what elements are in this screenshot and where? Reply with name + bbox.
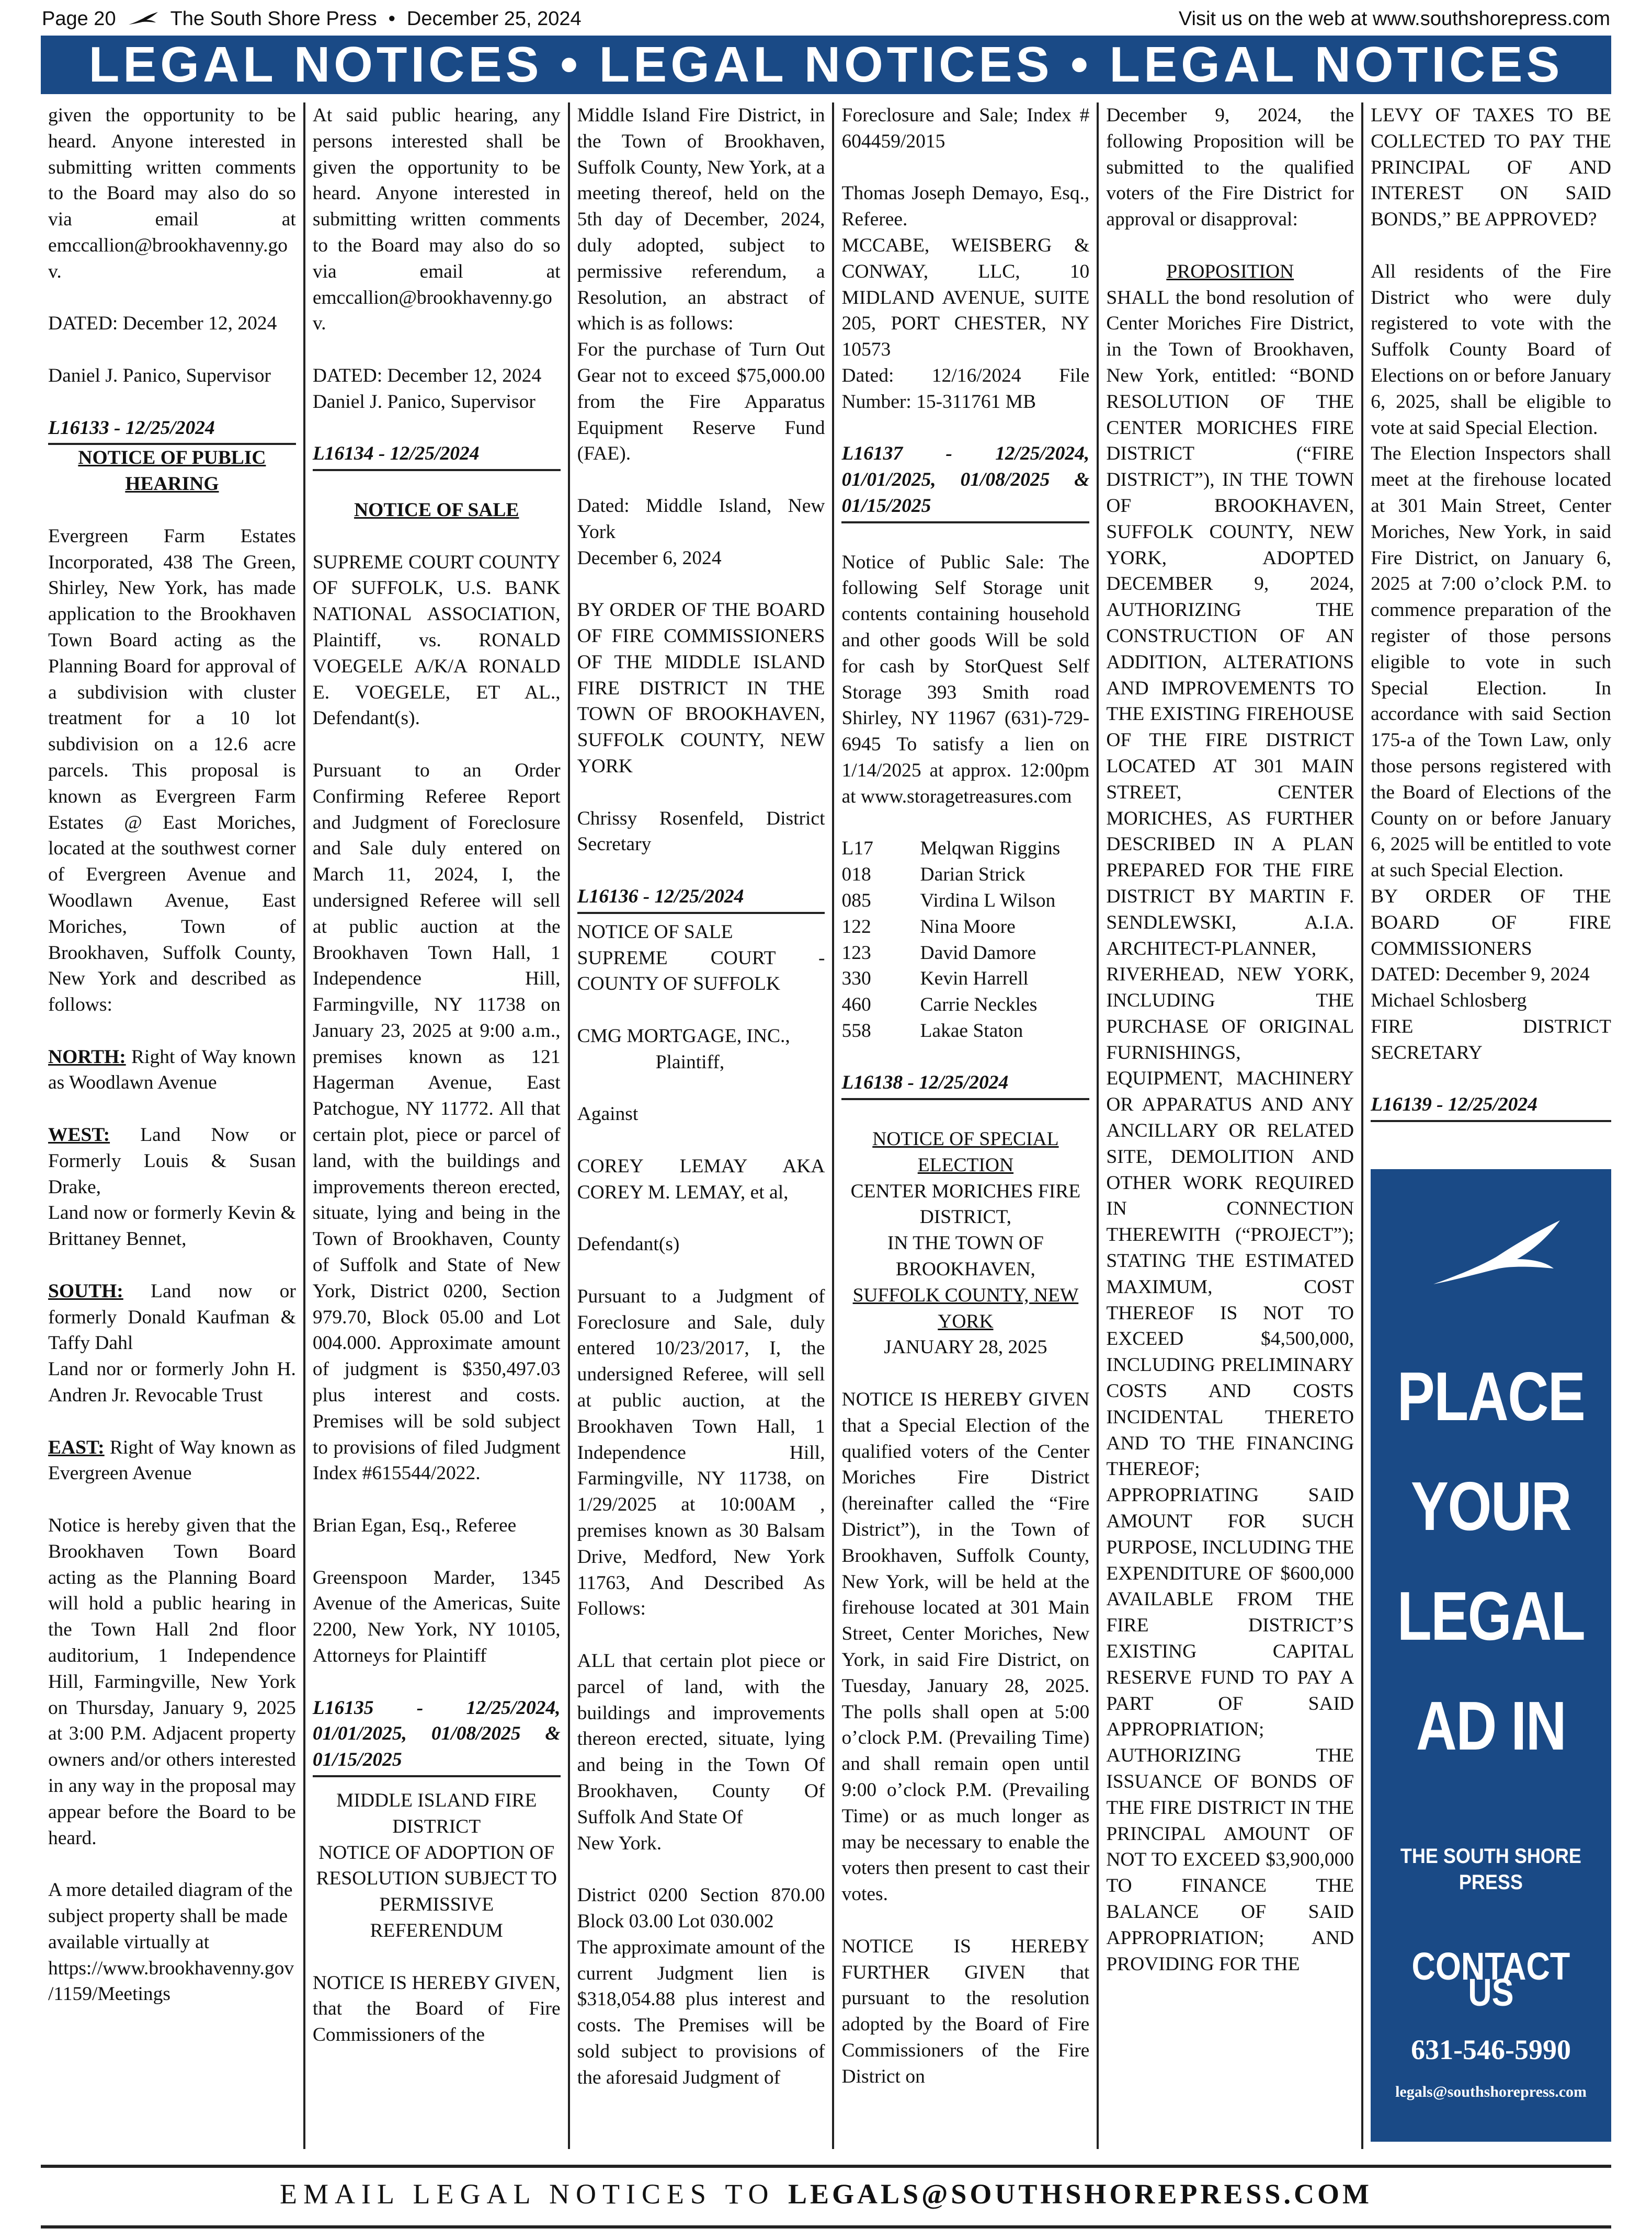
unit-owner: Lakae Staton xyxy=(920,1020,1023,1042)
notice-text: BY ORDER OF THE BOARD OF FIRE COMMISSIONERS OF THE MIDDLE ISLAND FIRE DISTRICT IN THE TOWN OF BROOKHAVEN, SUFFOLK COUNTY, NEW YORK xyxy=(577,599,825,777)
boundary-east xyxy=(48,1435,296,1487)
ad-line: YOUR xyxy=(1410,1468,1571,1545)
notice-text: Brian Egan, Esq., Referee xyxy=(312,1515,517,1537)
column-3 xyxy=(570,102,835,2149)
notice-title: MIDDLE ISLAND FIRE DISTRICT xyxy=(336,1790,537,1837)
notice-reference: L16137 - 12/25/2024, 01/01/2025, 01/08/2025 & 01/15/2025 xyxy=(841,441,1089,523)
unit-owner: Nina Moore xyxy=(920,916,1016,938)
unit-owner: Carrie Neckles xyxy=(920,994,1038,1016)
notice-reference: L16136 - 12/25/2024 xyxy=(577,884,825,914)
newspaper-name: The South Shore Press xyxy=(170,7,377,30)
column-5 xyxy=(1099,102,1363,2149)
boundary-west xyxy=(48,1122,296,1200)
boundary-text: Land now or formerly Donald Kaufman & Taffy Dahl xyxy=(48,1280,296,1354)
page-number: Page 20 xyxy=(42,7,116,30)
unit-number: L17 xyxy=(841,838,873,860)
boundary-north xyxy=(48,1044,296,1096)
footer-prefix: EMAIL LEGAL NOTICES TO xyxy=(280,2178,788,2210)
notice-text: ALL that certain plot piece or parcel of land, with the buildings and improvements thereon erected, situate, lying and being in the Town Of Brookhaven, County Of Suffolk And State Of xyxy=(577,1650,825,1828)
ad-line: PLACE xyxy=(1397,1358,1585,1435)
notice-text: SUPREME COURT COUNTY OF SUFFOLK, U.S. BANK NATIONAL ASSOCIATION, Plaintiff, vs. RONALD VOEGELE A/K/A RONALD E. VOEGELE, ET AL., Defendant(s). xyxy=(312,551,561,729)
notice-text: Plaintiff, xyxy=(655,1051,725,1073)
column-6-text xyxy=(1363,102,1611,1122)
notice-title: NOTICE OF SALE xyxy=(354,499,519,521)
notice-text: NOTICE IS HEREBY GIVEN that a Special Election of the qualified voters of the Center Moriches Fire District (hereinafter called the “Fire District”), in the Town of Brookhaven, Suffolk County, New York, will be held at the firehouse located at 301 Main Street, Center Moriches, New York, in said Fire District, on Tuesday, January 28, 2025. The polls shall open at 5:00 o’clock P.M. (Prevailing Time) and shall remain open until 9:00 o’clock P.M. (Prevailing Time) or as much longer as may be necessary to enable the voters then present to cast their votes. xyxy=(841,1389,1090,1905)
unit-number: 123 xyxy=(841,942,871,964)
notice-columns xyxy=(41,102,1611,2149)
notice-text: MCCABE, WEISBERG & CONWAY, LLC, 10 MIDLAND AVENUE, SUITE 205, PORT CHESTER, NY 10573 xyxy=(841,234,1090,361)
notice-text: Against xyxy=(577,1103,639,1125)
unit-owner: Melqwan Riggins xyxy=(920,838,1061,860)
column-1 xyxy=(41,102,305,2149)
notice-text: Notice of Public Sale: The following Self Storage unit contents containing household and other goods Will be sold for cash by StorQuest Self Storage 393 Smith road Shirley, NY 11967 (631)-729-6945 To satisfy a lien on 1/14/2025 at approx. 12:00pm at www.storagetreasures.com xyxy=(841,551,1090,807)
boundary-label: EAST: xyxy=(48,1436,105,1458)
notice-text: At said public hearing, any persons interested shall be given the opportunity to be heard. Anyone interested in submitting written comments to the Board may also do so via email at emccallion@brookhavenny.gov. xyxy=(312,105,561,335)
legal-notices-banner: LEGAL NOTICES • LEGAL NOTICES • LEGAL NOTICES xyxy=(41,36,1611,94)
boundary-label: NORTH: xyxy=(48,1046,126,1068)
list-item xyxy=(841,862,1089,888)
notice-text: Dated: 12/16/2024 File Number: 15-311761 MB xyxy=(841,364,1090,413)
notice-text: BY ORDER OF THE BOARD OF FIRE COMMISSIONERS xyxy=(1371,885,1611,959)
notice-text: The approximate amount of the current Judgment lien is $318,054.88 plus interest and costs. The Premises will be sold subject to provisions of the aforesaid Judgment of xyxy=(577,1936,825,2088)
footer-rule-top xyxy=(41,2165,1611,2168)
footer-rule-bottom xyxy=(41,2225,1611,2228)
boundary-label: WEST: xyxy=(48,1124,110,1146)
notice-text: given the opportunity to be heard. Anyone interested in submitting written comments to the Board may also do so via email at emccallion@brookhavenny.gov. xyxy=(48,105,296,282)
unit-owner: Kevin Harrell xyxy=(920,968,1029,990)
footer-email[interactable]: LEGALS@SOUTHSHOREPRESS.COM xyxy=(788,2178,1372,2210)
notice-reference: L16139 - 12/25/2024 xyxy=(1371,1092,1611,1122)
column-2 xyxy=(305,102,570,2149)
unit-number: 085 xyxy=(841,889,871,911)
notice-reference: L16138 - 12/25/2024 xyxy=(841,1070,1089,1100)
boundary-text: Land Now or Formerly Louis & Susan Drake, xyxy=(48,1124,296,1198)
notice-reference: L16134 - 12/25/2024 xyxy=(313,441,561,471)
unit-owner: Darian Strick xyxy=(920,864,1026,886)
unit-owner: Virdina L Wilson xyxy=(920,889,1056,911)
boundary-text: Right of Way known as Woodlawn Avenue xyxy=(48,1046,296,1094)
notice-title: NOTICE OF PUBLIC HEARING xyxy=(78,447,266,495)
unit-number: 122 xyxy=(841,916,871,938)
unit-number: 558 xyxy=(841,1020,871,1042)
proposition-title: PROPOSITION xyxy=(1166,260,1294,282)
unit-number: 330 xyxy=(841,968,871,990)
list-item xyxy=(841,888,1089,914)
notice-subtitle: NOTICE OF ADOPTION OF RESOLUTION SUBJECT TO PERMISSIVE REFERENDUM xyxy=(316,1842,557,1941)
notice-text: Pursuant to an Order Confirming Referee Report and Judgment of Foreclosure and Sale duly entered on March 11, 2024, I, the undersigned Referee will sell at public auction at the Brookhaven Town Hall, 1 Independence Hill, Farmingville, NY 11738 on January 23, 2025 at 9:00 a.m., premises known as 121 Hagerman Avenue, East Patchogue, NY 11772. All that certain plot, piece or parcel of land, with the buildings and improvements thereon erected, situate, lying and being in the Town of Brookhaven, County of Suffolk and State of New York, District 0200, Section 979.70, Block 05.00 and Lot 004.000. Approximate amount of judgment is $350,497.03 plus interest and costs. Premises will be sold subject to provisions of filed Judgment Index #615544/2022. xyxy=(312,759,561,1484)
notice-signer: Daniel J. Panico, Supervisor xyxy=(48,364,271,386)
notice-text: District 0200 Section 870.00 Block 03.00 Lot 030.002 xyxy=(577,1884,825,1932)
notice-subtitle: IN THE TOWN OF BROOKHAVEN, xyxy=(887,1232,1044,1281)
notice-subtitle: CENTER MORICHES FIRE DISTRICT, xyxy=(850,1180,1081,1228)
website-notice[interactable]: Visit us on the web at www.southshorepress.com xyxy=(1178,7,1610,30)
unit-number: 018 xyxy=(841,864,871,886)
notice-text: Evergreen Farm Estates Incorporated, 438 The Green, Shirley, New York, has made application to the Brookhaven Town Board acting as the Planning Board for approval of a subdivision with cluster treatment for a 10 lot subdivision on a 12.6 acre parcels. This proposal is known as Evergreen Farm Estates @ East Moriches, located at the southwest corner of Evergreen Avenue and Woodlawn Avenue, East Moriches, Town of Brookhaven, Suffolk County, New York and described as follows: xyxy=(48,525,296,1016)
boundary-text: Land now or formerly Kevin & Brittaney Bennet, xyxy=(48,1202,296,1250)
notice-title: NOTICE OF SALE xyxy=(577,921,733,943)
list-item xyxy=(841,966,1089,992)
notice-date: DATED: December 9, 2024 xyxy=(1371,964,1590,986)
list-item xyxy=(841,914,1089,940)
issue-date: December 25, 2024 xyxy=(406,7,582,30)
notice-text: All residents of the Fire District who were duly registered to vote with the Suffolk County Board of Elections on or before January 6, 2025, shall be eligible to vote at said Special Election. xyxy=(1371,260,1611,439)
ad-phone[interactable]: 631-546-5990 xyxy=(1411,2034,1571,2065)
notice-date: DATED: December 12, 2024 xyxy=(312,364,542,386)
ad-publication: THE SOUTH SHORE PRESS xyxy=(1400,1845,1582,1894)
notice-text: NOTICE IS HEREBY FURTHER GIVEN that pursuant to the resolution adopted by the Board of Fire Commissioners of the Fire District on xyxy=(841,1935,1090,2087)
boundary-text: Land nor or formerly John H. Andren Jr. Revocable Trust xyxy=(48,1358,296,1407)
notice-reference: L16135 - 12/25/2024, 01/01/2025, 01/08/2025 & 01/15/2025 xyxy=(313,1695,561,1777)
notice-signer: Daniel J. Panico, Supervisor xyxy=(312,391,536,413)
notice-subtitle: SUFFOLK COUNTY, NEW YORK xyxy=(852,1284,1079,1332)
ad-email[interactable]: legals@southshorepress.com xyxy=(1395,2083,1587,2100)
notice-date: December 6, 2024 xyxy=(577,547,722,569)
ad-line: LEGAL xyxy=(1397,1578,1585,1654)
storage-unit-list xyxy=(841,836,1089,1044)
list-item xyxy=(841,940,1089,966)
notice-signer: Michael Schlosberg xyxy=(1371,990,1527,1012)
header-left xyxy=(42,8,582,30)
list-item xyxy=(841,1018,1089,1044)
notice-text: New York. xyxy=(577,1832,662,1854)
notice-text: Notice is hereby given that the Brookhaven Town Board acting as the Planning Board will hold a public hearing in the Town Hall 2nd floor auditorium, 1 Independence Hill, Farmingville, New York on Thursday, January 9, 2025 at 3:00 P.M. Adjacent property owners and/or others interested in any way in the proposal may appear before the Board to be heard. xyxy=(48,1515,296,1849)
unit-number: 460 xyxy=(841,994,871,1016)
ad-line: AD IN xyxy=(1416,1687,1566,1764)
ad-headline xyxy=(1371,1342,1611,1781)
notice-title: NOTICE OF SPECIAL ELECTION xyxy=(872,1128,1059,1176)
column-4 xyxy=(834,102,1099,2149)
unit-owner: David Damore xyxy=(920,942,1036,964)
notice-text: Greenspoon Marder, 1345 Avenue of the Americas, Suite 2200, New York, NY 10105, Attorneys for Plaintiff xyxy=(312,1567,561,1667)
ad-contact-heading: CONTACT US xyxy=(1411,1945,1570,2014)
notice-text: A more detailed diagram of the subject property shall be made available virtually at https://www.brookhavenny.gov/1159/Meetings xyxy=(48,1879,294,2005)
header-separator: • xyxy=(388,7,395,30)
boundary-south xyxy=(48,1278,296,1356)
column-6 xyxy=(1363,102,1611,2149)
notice-text: Pursuant to a Judgment of Foreclosure and Sale, duly entered 10/23/2017, I, the undersigned Referee, will sell at public auction, at the Brookhaven Town Hall, 1 Independence Hill, Farmingville, NY 11738, on 1/29/2025 at 10:00AM , premises known as 30 Balsam Drive, Medford, New York 11763, And Described As Follows: xyxy=(577,1285,825,1620)
boundary-label: SOUTH: xyxy=(48,1280,123,1302)
notice-signer-title: FIRE DISTRICT SECRETARY xyxy=(1371,1015,1611,1064)
notice-signer: Chrissy Rosenfeld, District Secretary xyxy=(577,807,825,855)
place-legal-ad-box[interactable] xyxy=(1371,1169,1611,2142)
notice-text: Defendant(s) xyxy=(577,1233,680,1255)
page-header xyxy=(42,5,1610,32)
notice-text: LEVY OF TAXES TO BE COLLECTED TO PAY THE PRINCIPAL OF AND INTEREST ON SAID BONDS,” BE APPROVED? xyxy=(1371,105,1611,231)
notice-text: Middle Island Fire District, in the Town of Brookhaven, Suffolk County, New York, at a meeting thereof, held on the 5th day of December, 2024, duly adopted, subject to permissive referendum, a Resolution, an abstract of which is as follows: xyxy=(577,105,825,335)
boundary-text: Right of Way known as Evergreen Avenue xyxy=(48,1436,296,1484)
notice-text: December 9, 2024, the following Proposition will be submitted to the qualified voters of the Fire District for approval or disapproval: xyxy=(1106,105,1354,231)
notice-text: COREY LEMAY AKA COREY M. LEMAY, et al, xyxy=(577,1155,825,1203)
list-item xyxy=(841,836,1089,862)
notice-date: DATED: December 12, 2024 xyxy=(48,313,277,335)
notice-text: NOTICE IS HEREBY GIVEN, that the Board of Fire Commissioners of the xyxy=(312,1972,561,2046)
notice-text: Thomas Joseph Demayo, Esq., Referee. xyxy=(841,182,1090,231)
notice-text: For the purchase of Turn Out Gear not to exceed $75,000.00 from the Fire Apparatus Equipment Reserve Fund (FAE). xyxy=(577,339,825,465)
notice-subtitle: JANUARY 28, 2025 xyxy=(884,1336,1047,1358)
notice-text: Foreclosure and Sale; Index # 604459/2015 xyxy=(841,105,1090,152)
notice-text: The Election Inspectors shall meet at the firehouse located at 301 Main Street, Center Moriches, New York, in said Fire District, on January 6, 2025 at 7:00 o’clock P.M. to commence preparation of the register of those persons eligible to vote in such Special Election. In accordance with said Section 175-a of the Town Law, only those persons registered with the Board of Elections of the County on or before January 6, 2025 will be entitled to vote at such Special Election. xyxy=(1371,443,1611,882)
seagull-icon xyxy=(128,11,159,27)
notice-subtitle: SUPREME COURT - COUNTY OF SUFFOLK xyxy=(577,947,825,995)
proposition-text: SHALL the bond resolution of Center Moriches Fire District, in the Town of Brookhaven, New York, entitled: “BOND RESOLUTION OF THE CENTER MORICHES FIRE DISTRICT (“FIRE DISTRICT”), IN THE TOWN OF BROOKHAVEN, SUFFOLK COUNTY, NEW YORK, ADOPTED DECEMBER 9, 2024, AUTHORIZING THE CONSTRUCTION OF AN ADDITION, ALTERATIONS AND IMPROVEMENTS TO THE EXISTING FIREHOUSE OF THE FIRE DISTRICT LOCATED AT 301 MAIN STREET, CENTER MORICHES, AS FURTHER DESCRIBED IN A PLAN PREPARED FOR THE FIRE DISTRICT BY MARTIN F. SENDLEWSKI, A.I.A. ARCHITECT-PLANNER, RIVERHEAD, NEW YORK, INCLUDING THE PURCHASE OF ORIGINAL FURNISHINGS, EQUIPMENT, MACHINERY OR APPARATUS AND ANY ANCILLARY OR RELATED SITE, DEMOLITION AND OTHER WORK REQUIRED IN CONNECTION THEREWITH (“PROJECT”); STATING THE ESTIMATED MAXIMUM, COST THEREOF IS NOT TO EXCEED $4,500,000, INCLUDING PRELIMINARY COSTS AND COSTS INCIDENTAL THERETO AND TO THE FINANCING THEREOF; APPROPRIATING SAID AMOUNT FOR SUCH PURPOSE, INCLUDING THE EXPENDITURE OF $600,000 AVAILABLE FROM THE FIRE DISTRICT’S EXISTING CAPITAL RESERVE FUND TO PAY A PART OF SAID APPROPRIATION; AUTHORIZING THE ISSUANCE OF BONDS OF THE FIRE DISTRICT IN THE PRINCIPAL AMOUNT OF NOT TO EXCEED $3,900,000 TO FINANCE THE BALANCE OF SAID APPROPRIATION; AND PROVIDING FOR THE xyxy=(1106,287,1354,1975)
notice-reference: L16133 - 12/25/2024 xyxy=(48,415,296,445)
notice-text: CMG MORTGAGE, INC., xyxy=(577,1025,790,1047)
seagull-icon xyxy=(1428,1216,1564,1295)
notice-date: Dated: Middle Island, New York xyxy=(577,495,825,543)
list-item xyxy=(841,992,1089,1018)
footer xyxy=(41,2173,1611,2215)
